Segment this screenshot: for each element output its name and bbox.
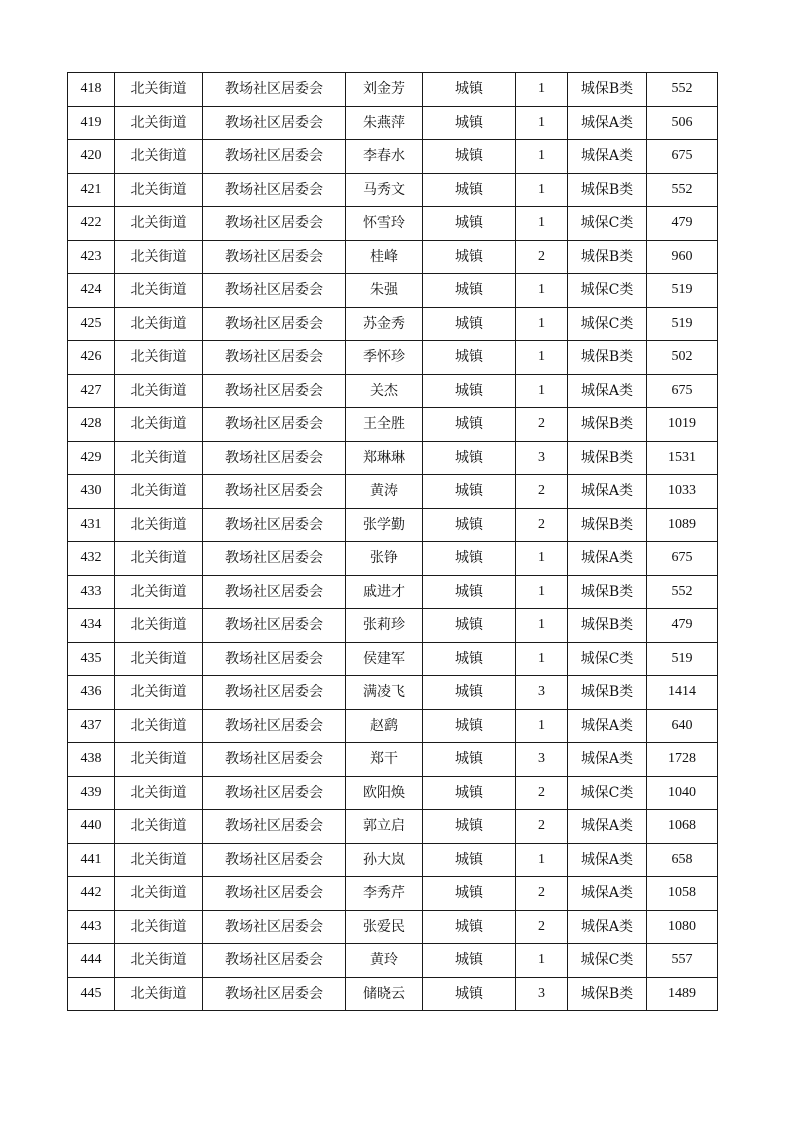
benefit-amount-cell: 557 [647, 944, 718, 978]
insurance-category-cell: 城保A类 [568, 374, 647, 408]
resident-name-cell: 郭立启 [346, 810, 423, 844]
benefit-amount-cell: 1033 [647, 475, 718, 509]
row-number-cell: 426 [68, 341, 115, 375]
household-count-cell: 2 [516, 475, 568, 509]
household-type-cell: 城镇 [423, 877, 516, 911]
subdistrict-cell: 北关街道 [115, 810, 203, 844]
insurance-category-cell: 城保C类 [568, 274, 647, 308]
benefit-amount-cell: 1531 [647, 441, 718, 475]
household-count-cell: 1 [516, 709, 568, 743]
benefit-amount-cell: 1089 [647, 508, 718, 542]
community-cell: 教场社区居委会 [203, 140, 346, 174]
row-number-cell: 420 [68, 140, 115, 174]
resident-name-cell: 满凌飞 [346, 676, 423, 710]
benefit-amount-cell: 960 [647, 240, 718, 274]
insurance-category-cell: 城保C类 [568, 207, 647, 241]
row-number-cell: 419 [68, 106, 115, 140]
household-type-cell: 城镇 [423, 944, 516, 978]
household-count-cell: 2 [516, 910, 568, 944]
community-cell: 教场社区居委会 [203, 274, 346, 308]
community-cell: 教场社区居委会 [203, 743, 346, 777]
table-row [68, 374, 718, 408]
resident-name-cell: 王全胜 [346, 408, 423, 442]
benefit-amount-cell: 552 [647, 173, 718, 207]
insurance-category-cell: 城保A类 [568, 542, 647, 576]
table-row [68, 542, 718, 576]
table-row [68, 642, 718, 676]
insurance-category-cell: 城保A类 [568, 743, 647, 777]
subdistrict-cell: 北关街道 [115, 542, 203, 576]
benefit-amount-cell: 502 [647, 341, 718, 375]
subdistrict-cell: 北关街道 [115, 609, 203, 643]
insurance-category-cell: 城保C类 [568, 776, 647, 810]
table-row [68, 475, 718, 509]
household-type-cell: 城镇 [423, 408, 516, 442]
row-number-cell: 435 [68, 642, 115, 676]
table-row [68, 341, 718, 375]
resident-name-cell: 张铮 [346, 542, 423, 576]
row-number-cell: 441 [68, 843, 115, 877]
household-count-cell: 1 [516, 341, 568, 375]
benefit-amount-cell: 519 [647, 307, 718, 341]
household-type-cell: 城镇 [423, 676, 516, 710]
resident-name-cell: 关杰 [346, 374, 423, 408]
subdistrict-cell: 北关街道 [115, 877, 203, 911]
benefit-amount-cell: 675 [647, 140, 718, 174]
resident-name-cell: 张学勤 [346, 508, 423, 542]
benefit-amount-cell: 1040 [647, 776, 718, 810]
table-row [68, 810, 718, 844]
community-cell: 教场社区居委会 [203, 475, 346, 509]
insurance-category-cell: 城保A类 [568, 475, 647, 509]
insurance-category-cell: 城保B类 [568, 173, 647, 207]
table-row [68, 843, 718, 877]
insurance-category-cell: 城保C类 [568, 307, 647, 341]
resident-name-cell: 郑琳琳 [346, 441, 423, 475]
table-row [68, 977, 718, 1011]
household-type-cell: 城镇 [423, 843, 516, 877]
table-row [68, 676, 718, 710]
resident-name-cell: 桂峰 [346, 240, 423, 274]
table-body [68, 73, 718, 1011]
household-type-cell: 城镇 [423, 240, 516, 274]
subdistrict-cell: 北关街道 [115, 642, 203, 676]
table-row [68, 207, 718, 241]
community-cell: 教场社区居委会 [203, 307, 346, 341]
benefit-amount-cell: 552 [647, 575, 718, 609]
subdistrict-cell: 北关街道 [115, 240, 203, 274]
insurance-category-cell: 城保A类 [568, 877, 647, 911]
row-number-cell: 423 [68, 240, 115, 274]
insurance-category-cell: 城保B类 [568, 441, 647, 475]
row-number-cell: 432 [68, 542, 115, 576]
row-number-cell: 421 [68, 173, 115, 207]
row-number-cell: 428 [68, 408, 115, 442]
insurance-category-cell: 城保B类 [568, 977, 647, 1011]
community-cell: 教场社区居委会 [203, 106, 346, 140]
row-number-cell: 436 [68, 676, 115, 710]
resident-name-cell: 苏金秀 [346, 307, 423, 341]
household-type-cell: 城镇 [423, 542, 516, 576]
household-count-cell: 2 [516, 776, 568, 810]
subdistrict-cell: 北关街道 [115, 106, 203, 140]
row-number-cell: 434 [68, 609, 115, 643]
table-row [68, 441, 718, 475]
insurance-category-cell: 城保A类 [568, 843, 647, 877]
subdistrict-cell: 北关街道 [115, 575, 203, 609]
subdistrict-cell: 北关街道 [115, 307, 203, 341]
table-row [68, 140, 718, 174]
subdistrict-cell: 北关街道 [115, 709, 203, 743]
household-count-cell: 1 [516, 106, 568, 140]
household-type-cell: 城镇 [423, 475, 516, 509]
row-number-cell: 422 [68, 207, 115, 241]
household-type-cell: 城镇 [423, 743, 516, 777]
household-type-cell: 城镇 [423, 508, 516, 542]
household-type-cell: 城镇 [423, 910, 516, 944]
table-row [68, 575, 718, 609]
household-count-cell: 2 [516, 240, 568, 274]
insurance-category-cell: 城保B类 [568, 676, 647, 710]
benefit-amount-cell: 519 [647, 274, 718, 308]
table-row [68, 240, 718, 274]
insurance-category-cell: 城保B类 [568, 73, 647, 107]
row-number-cell: 424 [68, 274, 115, 308]
community-cell: 教场社区居委会 [203, 709, 346, 743]
benefit-amount-cell: 1080 [647, 910, 718, 944]
row-number-cell: 433 [68, 575, 115, 609]
insurance-category-cell: 城保A类 [568, 140, 647, 174]
row-number-cell: 438 [68, 743, 115, 777]
table-row [68, 609, 718, 643]
table-row [68, 944, 718, 978]
community-cell: 教场社区居委会 [203, 910, 346, 944]
household-type-cell: 城镇 [423, 441, 516, 475]
table-row [68, 877, 718, 911]
resident-name-cell: 张莉珍 [346, 609, 423, 643]
subdistrict-cell: 北关街道 [115, 776, 203, 810]
insurance-category-cell: 城保B类 [568, 240, 647, 274]
subdistrict-cell: 北关街道 [115, 73, 203, 107]
table-row [68, 776, 718, 810]
subdistrict-cell: 北关街道 [115, 408, 203, 442]
table-row [68, 274, 718, 308]
insurance-category-cell: 城保B类 [568, 408, 647, 442]
community-cell: 教场社区居委会 [203, 374, 346, 408]
insurance-category-cell: 城保B类 [568, 575, 647, 609]
subdistrict-cell: 北关街道 [115, 374, 203, 408]
household-type-cell: 城镇 [423, 977, 516, 1011]
community-cell: 教场社区居委会 [203, 944, 346, 978]
household-type-cell: 城镇 [423, 140, 516, 174]
insurance-category-cell: 城保C类 [568, 944, 647, 978]
subdistrict-cell: 北关街道 [115, 341, 203, 375]
subdistrict-cell: 北关街道 [115, 140, 203, 174]
household-type-cell: 城镇 [423, 274, 516, 308]
row-number-cell: 443 [68, 910, 115, 944]
resident-name-cell: 李春水 [346, 140, 423, 174]
insurance-category-cell: 城保A类 [568, 910, 647, 944]
benefit-amount-cell: 1728 [647, 743, 718, 777]
benefit-amount-cell: 658 [647, 843, 718, 877]
household-type-cell: 城镇 [423, 173, 516, 207]
table-row [68, 508, 718, 542]
household-count-cell: 1 [516, 207, 568, 241]
subdistrict-cell: 北关街道 [115, 207, 203, 241]
resident-name-cell: 侯建军 [346, 642, 423, 676]
community-cell: 教场社区居委会 [203, 441, 346, 475]
benefit-amount-cell: 506 [647, 106, 718, 140]
row-number-cell: 440 [68, 810, 115, 844]
household-count-cell: 1 [516, 274, 568, 308]
table-row [68, 709, 718, 743]
benefit-amount-cell: 552 [647, 73, 718, 107]
benefit-amount-cell: 1068 [647, 810, 718, 844]
benefit-amount-cell: 640 [647, 709, 718, 743]
insurance-category-cell: 城保A类 [568, 810, 647, 844]
subdistrict-cell: 北关街道 [115, 944, 203, 978]
benefit-amount-cell: 1414 [647, 676, 718, 710]
resident-name-cell: 储晓云 [346, 977, 423, 1011]
subdistrict-cell: 北关街道 [115, 910, 203, 944]
benefit-amount-cell: 1489 [647, 977, 718, 1011]
row-number-cell: 425 [68, 307, 115, 341]
row-number-cell: 430 [68, 475, 115, 509]
resident-name-cell: 欧阳焕 [346, 776, 423, 810]
household-count-cell: 1 [516, 944, 568, 978]
subdistrict-cell: 北关街道 [115, 743, 203, 777]
community-cell: 教场社区居委会 [203, 575, 346, 609]
household-count-cell: 1 [516, 642, 568, 676]
household-count-cell: 3 [516, 977, 568, 1011]
subdistrict-cell: 北关街道 [115, 274, 203, 308]
household-type-cell: 城镇 [423, 609, 516, 643]
row-number-cell: 439 [68, 776, 115, 810]
household-count-cell: 3 [516, 676, 568, 710]
insurance-category-cell: 城保A类 [568, 106, 647, 140]
resident-name-cell: 李秀芹 [346, 877, 423, 911]
community-cell: 教场社区居委会 [203, 207, 346, 241]
row-number-cell: 445 [68, 977, 115, 1011]
table-row [68, 743, 718, 777]
household-type-cell: 城镇 [423, 776, 516, 810]
community-cell: 教场社区居委会 [203, 977, 346, 1011]
insurance-category-cell: 城保B类 [568, 609, 647, 643]
insurance-category-cell: 城保B类 [568, 341, 647, 375]
benefit-amount-cell: 479 [647, 609, 718, 643]
household-count-cell: 1 [516, 374, 568, 408]
household-count-cell: 1 [516, 609, 568, 643]
community-cell: 教场社区居委会 [203, 341, 346, 375]
insurance-category-cell: 城保B类 [568, 508, 647, 542]
household-type-cell: 城镇 [423, 73, 516, 107]
community-cell: 教场社区居委会 [203, 609, 346, 643]
community-cell: 教场社区居委会 [203, 173, 346, 207]
subdistrict-cell: 北关街道 [115, 676, 203, 710]
table-row [68, 307, 718, 341]
household-type-cell: 城镇 [423, 307, 516, 341]
community-cell: 教场社区居委会 [203, 877, 346, 911]
household-count-cell: 1 [516, 575, 568, 609]
household-count-cell: 1 [516, 843, 568, 877]
household-count-cell: 1 [516, 542, 568, 576]
resident-name-cell: 怀雪玲 [346, 207, 423, 241]
community-cell: 教场社区居委会 [203, 810, 346, 844]
community-cell: 教场社区居委会 [203, 843, 346, 877]
community-cell: 教场社区居委会 [203, 676, 346, 710]
benefit-amount-cell: 675 [647, 374, 718, 408]
household-count-cell: 1 [516, 73, 568, 107]
row-number-cell: 418 [68, 73, 115, 107]
subdistrict-cell: 北关街道 [115, 441, 203, 475]
household-type-cell: 城镇 [423, 709, 516, 743]
community-cell: 教场社区居委会 [203, 642, 346, 676]
benefit-amount-cell: 675 [647, 542, 718, 576]
household-count-cell: 1 [516, 173, 568, 207]
insurance-category-cell: 城保C类 [568, 642, 647, 676]
resident-name-cell: 季怀珍 [346, 341, 423, 375]
household-type-cell: 城镇 [423, 374, 516, 408]
community-cell: 教场社区居委会 [203, 776, 346, 810]
row-number-cell: 444 [68, 944, 115, 978]
community-cell: 教场社区居委会 [203, 542, 346, 576]
benefit-amount-cell: 1058 [647, 877, 718, 911]
subdistrict-cell: 北关街道 [115, 475, 203, 509]
resident-name-cell: 张爱民 [346, 910, 423, 944]
table-row [68, 408, 718, 442]
community-cell: 教场社区居委会 [203, 508, 346, 542]
resident-name-cell: 孙大岚 [346, 843, 423, 877]
community-cell: 教场社区居委会 [203, 240, 346, 274]
resident-name-cell: 戚进才 [346, 575, 423, 609]
household-count-cell: 2 [516, 810, 568, 844]
subdistrict-cell: 北关街道 [115, 508, 203, 542]
row-number-cell: 442 [68, 877, 115, 911]
household-count-cell: 2 [516, 877, 568, 911]
household-type-cell: 城镇 [423, 810, 516, 844]
household-count-cell: 1 [516, 307, 568, 341]
household-type-cell: 城镇 [423, 207, 516, 241]
household-type-cell: 城镇 [423, 642, 516, 676]
table-row [68, 73, 718, 107]
row-number-cell: 437 [68, 709, 115, 743]
household-count-cell: 3 [516, 441, 568, 475]
resident-name-cell: 黄涛 [346, 475, 423, 509]
resident-name-cell: 黄玲 [346, 944, 423, 978]
benefit-amount-cell: 519 [647, 642, 718, 676]
subdistrict-cell: 北关街道 [115, 977, 203, 1011]
household-type-cell: 城镇 [423, 575, 516, 609]
resident-name-cell: 赵鹞 [346, 709, 423, 743]
household-type-cell: 城镇 [423, 341, 516, 375]
household-count-cell: 3 [516, 743, 568, 777]
household-count-cell: 2 [516, 508, 568, 542]
table-row [68, 106, 718, 140]
household-count-cell: 2 [516, 408, 568, 442]
table-row [68, 173, 718, 207]
resident-name-cell: 朱燕萍 [346, 106, 423, 140]
household-type-cell: 城镇 [423, 106, 516, 140]
community-cell: 教场社区居委会 [203, 73, 346, 107]
insurance-category-cell: 城保A类 [568, 709, 647, 743]
subdistrict-cell: 北关街道 [115, 843, 203, 877]
beneficiary-table [67, 72, 718, 1011]
table-row [68, 910, 718, 944]
household-count-cell: 1 [516, 140, 568, 174]
resident-name-cell: 郑干 [346, 743, 423, 777]
subdistrict-cell: 北关街道 [115, 173, 203, 207]
row-number-cell: 431 [68, 508, 115, 542]
resident-name-cell: 刘金芳 [346, 73, 423, 107]
benefit-amount-cell: 1019 [647, 408, 718, 442]
resident-name-cell: 马秀文 [346, 173, 423, 207]
community-cell: 教场社区居委会 [203, 408, 346, 442]
benefit-amount-cell: 479 [647, 207, 718, 241]
resident-name-cell: 朱强 [346, 274, 423, 308]
row-number-cell: 429 [68, 441, 115, 475]
row-number-cell: 427 [68, 374, 115, 408]
